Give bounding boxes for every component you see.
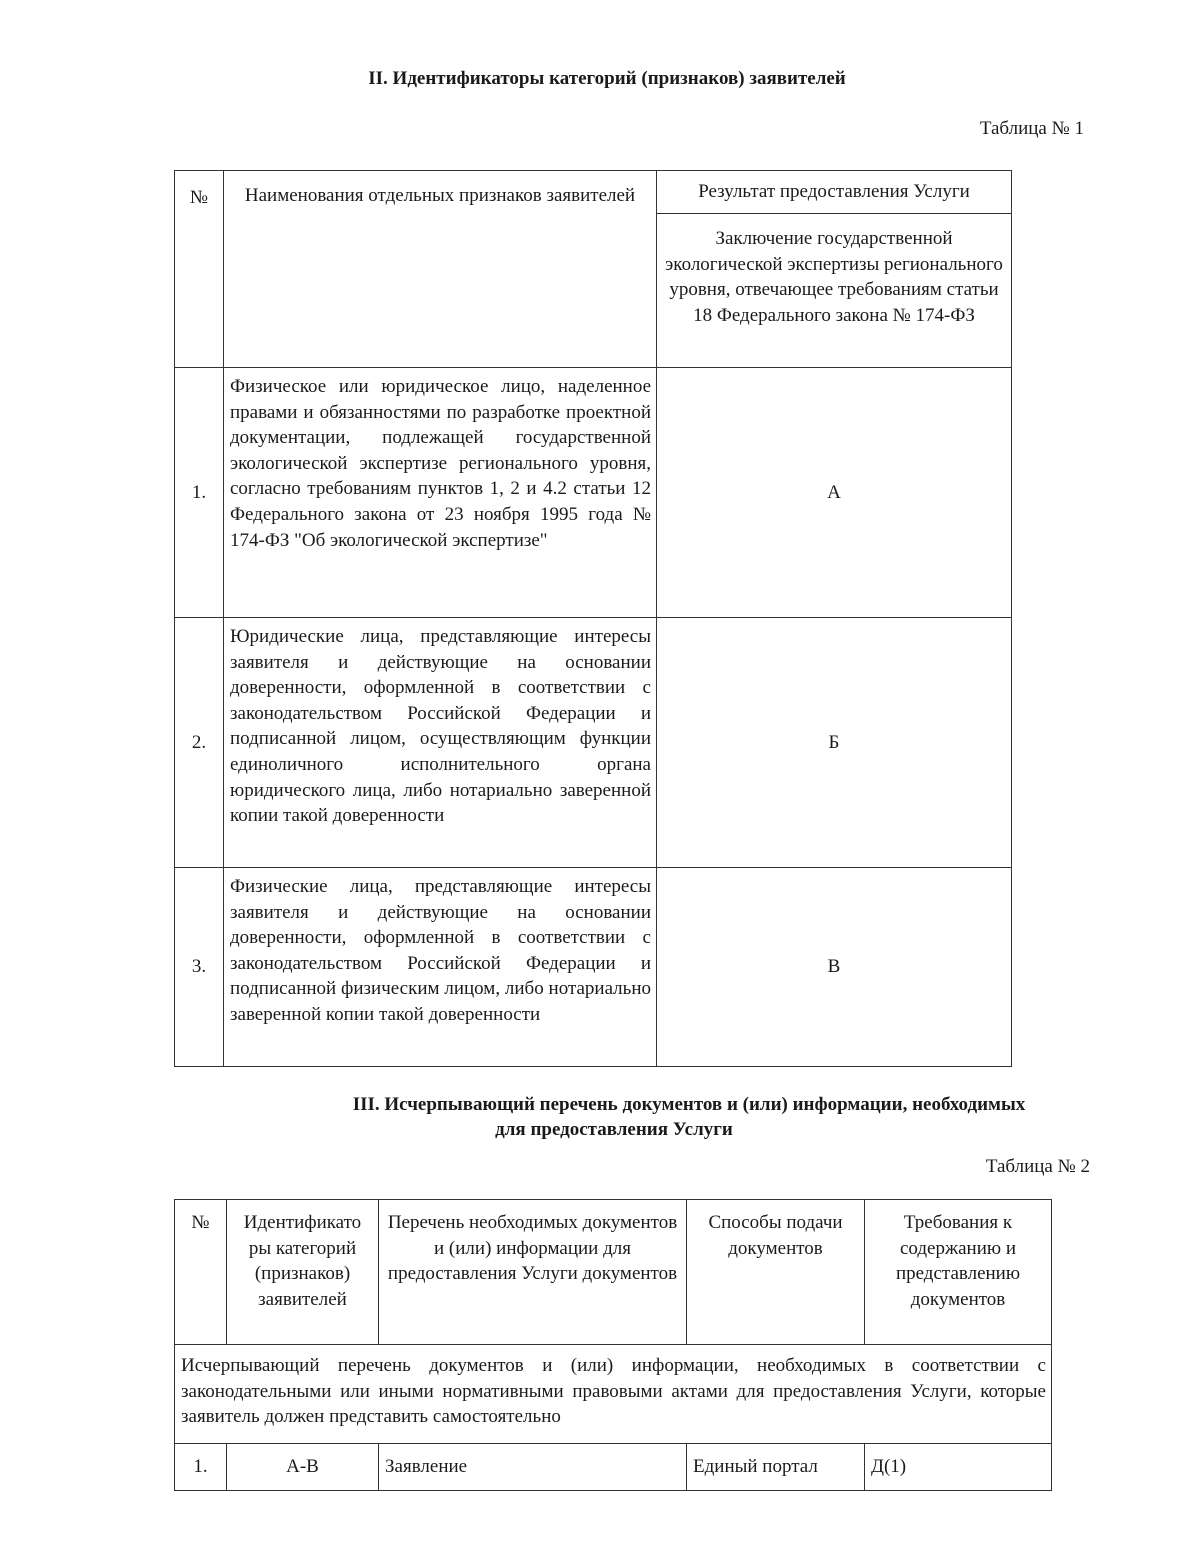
row-number: 2. <box>175 618 224 868</box>
section-3-title-line-1: III. Исчерпывающий перечень документов и (или) информации, необходимых <box>352 1094 1026 1115</box>
documents-table <box>174 1199 1052 1491</box>
applicant-categories-table <box>174 170 1012 1067</box>
section-3-title-line-2: для предоставления Услуги <box>495 1119 733 1140</box>
row-identifiers: А-В <box>227 1444 379 1491</box>
applicant-feature: Физическое или юридическое лицо, наделенное правами и обязанностями по разработке проектной документации, подлежащей государственной экологической экспертизе регионального уровня, согласно требованиям пунктов 1, 2 и 4.2 статьи 12 Федерального закона от 23 ноября 1995 года № 174-ФЗ "Об экологической экспертизе" <box>224 368 657 618</box>
section-2-title: II. Идентификаторы категорий (признаков) заявителей <box>368 68 846 89</box>
table-row <box>175 368 1012 618</box>
row-method: Единый портал <box>687 1444 865 1491</box>
table-row <box>175 1444 1052 1491</box>
table-1-header-num: № <box>175 171 224 368</box>
result-code: В <box>657 868 1012 1067</box>
applicant-feature: Юридические лица, представляющие интересы заявителя и действующие на основании доверенности, оформленной в соответствии с законодательством Российской Федерации и подписанной лицом, осуществляющим функции единоличного исполнительного органа юридического лица, либо нотариально заверенной копии такой доверенности <box>224 618 657 868</box>
row-number: 1. <box>175 1444 227 1491</box>
table-1-header-result-detail: Заключение государственной экологической экспертизы регионального уровня, отвечающее требованиям статьи 18 Федерального закона № 174-ФЗ <box>657 214 1012 368</box>
result-code: А <box>657 368 1012 618</box>
table-2-caption: Таблица № 2 <box>985 1156 1090 1177</box>
row-document: Заявление <box>379 1444 687 1491</box>
table-2-header-methods: Способы подачи документов <box>687 1200 865 1345</box>
result-code: Б <box>657 618 1012 868</box>
applicant-feature: Физические лица, представляющие интересы заявителя и действующие на основании доверенности, оформленной в соответствии с законодательством Российской Федерации и подписанной физическим лицом, либо нотариально заверенной копии такой доверенности <box>224 868 657 1067</box>
row-number: 1. <box>175 368 224 618</box>
table-1-caption: Таблица № 1 <box>979 118 1084 139</box>
table-2-header-identifiers: Идентификато ры категорий (признаков) заявителей <box>227 1200 379 1345</box>
row-number: 3. <box>175 868 224 1067</box>
table-2-header-requirements: Требования к содержанию и представлению документов <box>865 1200 1052 1345</box>
table-row <box>175 868 1012 1067</box>
table-2-header-documents: Перечень необходимых документов и (или) информации для предоставления Услуги документов <box>379 1200 687 1345</box>
section-3-title <box>174 1092 1200 1142</box>
table-row <box>175 618 1012 868</box>
table-2-section-row: Исчерпывающий перечень документов и (или) информации, необходимых в соответствии с законодательными или иными нормативными правовыми актами для предоставления Услуги, которые заявитель должен представить самостоятельно <box>175 1345 1052 1444</box>
row-requirement: Д(1) <box>865 1444 1052 1491</box>
table-1-header-result: Результат предоставления Услуги <box>657 171 1012 214</box>
table-1-header-name: Наименования отдельных признаков заявителей <box>224 171 657 368</box>
table-2-header-num: № <box>175 1200 227 1345</box>
